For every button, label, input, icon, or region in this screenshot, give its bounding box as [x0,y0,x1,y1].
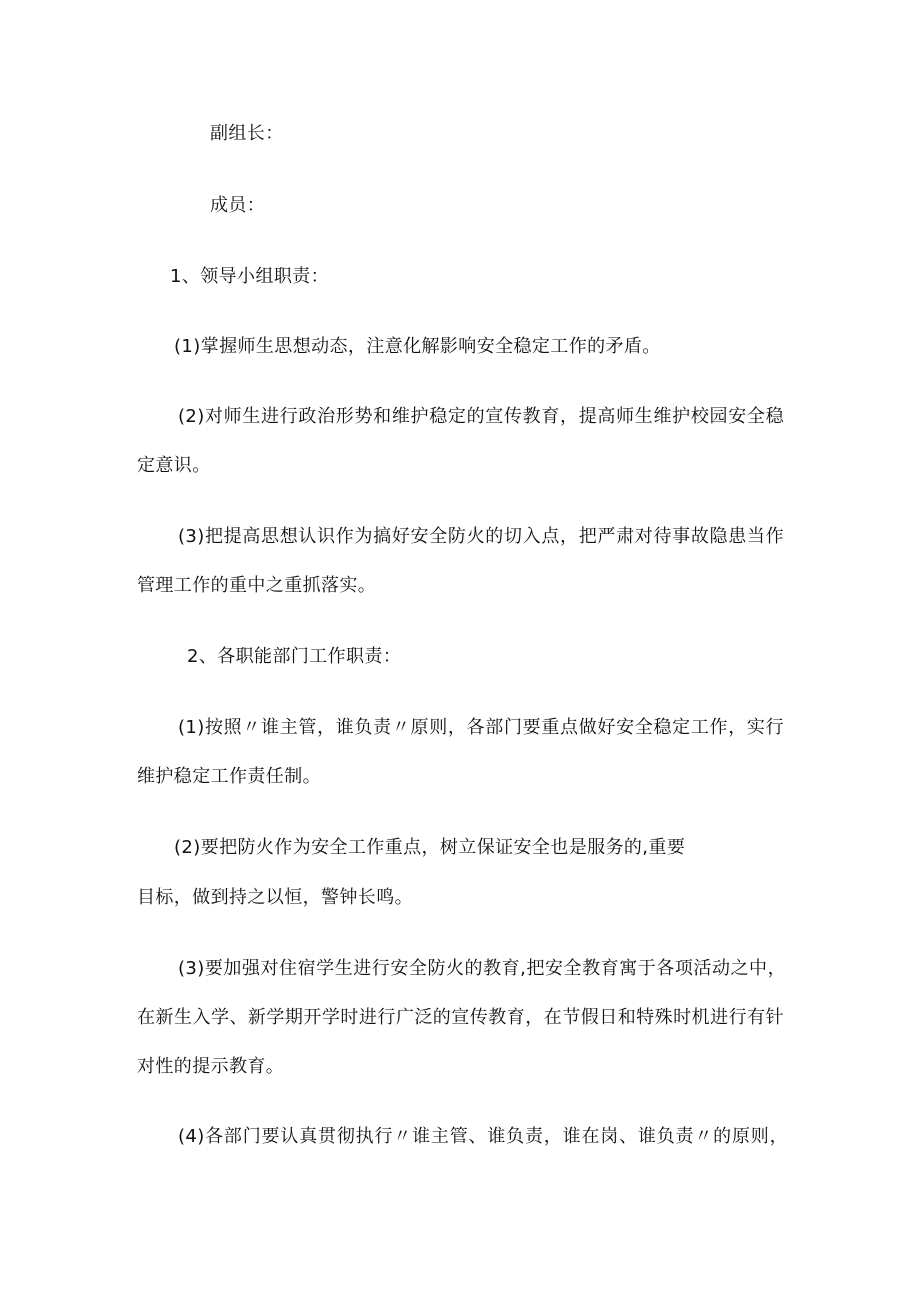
section1-heading: 1、领导小组职责： [170,266,330,287]
s2-item2-line2: 目标，做到持之以恒，警钟长鸣。 [137,887,413,908]
s2-item3-line3: 对性的提示教育。 [137,1056,285,1077]
s2-item2-line1: (2)要把防火作为安全工作重点，树立保证安全也是服务的,重要 [174,837,686,858]
s2-item3-line1: (3)要加强对住宿学生进行安全防火的教育,把安全教育寓于各项活动之中， [178,958,786,979]
s2-item1-line1: (1)按照〃谁主管，谁负责〃原则，各部门要重点做好安全稳定工作，实行 [178,717,784,738]
s2-item1-line2: 维护稳定工作责任制。 [137,766,321,787]
s1-item3-line2: 管理工作的重中之重抓落实。 [137,575,377,596]
members-label: 成员： [210,195,266,216]
deputy-leader-label: 副组长： [210,123,284,144]
section2-heading: 2、各职能部门工作职责： [187,646,402,667]
s1-item1-text: (1)掌握师生思想动态，注意化解影响安全稳定工作的矛盾。 [174,336,661,357]
s1-item2-line2: 定意识。 [137,455,211,476]
s1-item3-line1: (3)把提高思想认识作为搞好安全防火的切入点，把严肃对待事故隐患当作 [178,526,784,547]
s2-item4-line1: (4)各部门要认真贯彻执行〃谁主管、谁负责，谁在岗、谁负责〃的原则， [178,1126,788,1147]
s2-item3-line2: 在新生入学、新学期开学时进行广泛的宣传教育，在节假日和特殊时机进行有针 [137,1007,784,1028]
s1-item2-line1: (2)对师生进行政治形势和维护稳定的宣传教育，提高师生维护校园安全稳 [178,406,784,427]
